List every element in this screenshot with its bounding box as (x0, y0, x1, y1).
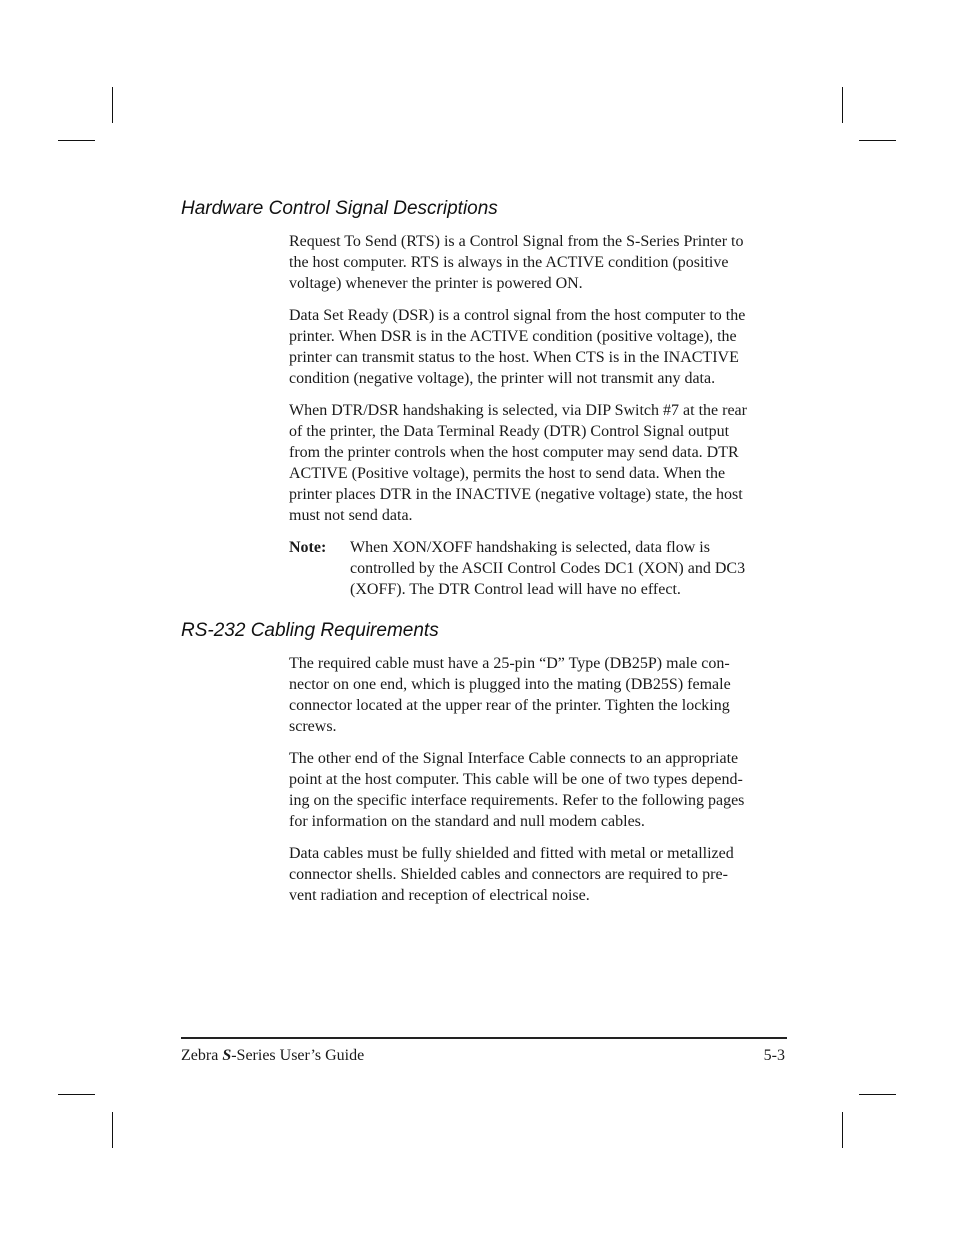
note-text (350, 537, 789, 600)
paragraph-cable-other-end (289, 748, 789, 832)
section-body-hardware-control (289, 231, 789, 611)
section-heading-hardware-control: Hardware Control Signal Descriptions (181, 198, 498, 219)
footer-rule (181, 1037, 787, 1039)
text-line: vent radiation and reception of electrical noise. (289, 887, 590, 904)
text-line: The other end of the Signal Interface Cable connects to an appropriate (289, 750, 739, 767)
text-line: voltage) whenever the printer is powered ON. (289, 275, 583, 292)
crop-mark-bottom-left-horizontal (58, 1094, 95, 1095)
paragraph-cable-connector (289, 653, 789, 737)
paragraph-cable-shielding (289, 843, 789, 906)
text-line: controlled by the ASCII Control Codes DC1 (XON) and DC3 (350, 560, 746, 577)
text-line: printer can transmit status to the host. When CTS is in the INACTIVE (289, 349, 739, 366)
text-line: printer. When DSR is in the ACTIVE condition (positive voltage), the (289, 328, 737, 345)
text-line: Request To Send (RTS) is a Control Signal from the S-Series Printer to (289, 233, 744, 250)
text-line: When XON/XOFF handshaking is selected, data flow is (350, 539, 710, 556)
text-line: from the printer controls when the host computer may send data. DTR (289, 444, 739, 461)
text-line: point at the host computer. This cable will be one of two types depend- (289, 771, 743, 788)
page-number: 5-3 (763, 1047, 785, 1064)
crop-mark-bottom-left-vertical (112, 1112, 113, 1148)
section-body-rs232-cabling (289, 653, 789, 917)
footer-brand-prefix: Zebra (181, 1047, 223, 1064)
paragraph-rts (289, 231, 789, 294)
note-label: Note: (289, 539, 327, 556)
footer-brand-letter: S (222, 1047, 232, 1064)
text-line: screws. (289, 718, 337, 735)
text-line: condition (negative voltage), the printer will not transmit any data. (289, 370, 716, 387)
text-line: (XOFF). The DTR Control lead will have no effect. (350, 581, 681, 598)
text-line: the host computer. RTS is always in the ACTIVE condition (positive (289, 254, 729, 271)
footer-brand-suffix: -Series User’s Guide (231, 1047, 365, 1064)
crop-mark-top-right-vertical (842, 87, 843, 123)
footer-guide-title (181, 1045, 364, 1066)
text-line: When DTR/DSR handshaking is selected, via DIP Switch #7 at the rear (289, 402, 747, 419)
text-line: ing on the specific interface requirements. Refer to the following pages (289, 792, 745, 809)
text-line: ACTIVE (Positive voltage), permits the host to send data. When the (289, 465, 726, 482)
crop-mark-top-left-horizontal (58, 140, 95, 141)
paragraph-dsr (289, 305, 789, 389)
text-line: connector located at the upper rear of the printer. Tighten the locking (289, 697, 730, 714)
text-line: Data cables must be fully shielded and fitted with metal or metallized (289, 845, 734, 862)
text-line: Data Set Ready (DSR) is a control signal from the host computer to the (289, 307, 746, 324)
text-line: for information on the standard and null modem cables. (289, 813, 645, 830)
paragraph-dtr (289, 400, 789, 526)
text-line: The required cable must have a 25-pin “D” Type (DB25P) male con- (289, 655, 730, 672)
text-line: of the printer, the Data Terminal Ready (DTR) Control Signal output (289, 423, 730, 440)
text-line: printer places DTR in the INACTIVE (negative voltage) state, the host (289, 486, 743, 503)
text-line: connector shells. Shielded cables and connectors are required to pre- (289, 866, 728, 883)
crop-mark-top-right-horizontal (859, 140, 896, 141)
crop-mark-top-left-vertical (112, 87, 113, 123)
note-block (289, 537, 789, 600)
section-heading-rs232-cabling: RS-232 Cabling Requirements (181, 620, 439, 641)
crop-mark-bottom-right-vertical (842, 1112, 843, 1148)
text-line: must not send data. (289, 507, 413, 524)
text-line: nector on one end, which is plugged into the mating (DB25S) female (289, 676, 731, 693)
crop-mark-bottom-right-horizontal (859, 1094, 896, 1095)
